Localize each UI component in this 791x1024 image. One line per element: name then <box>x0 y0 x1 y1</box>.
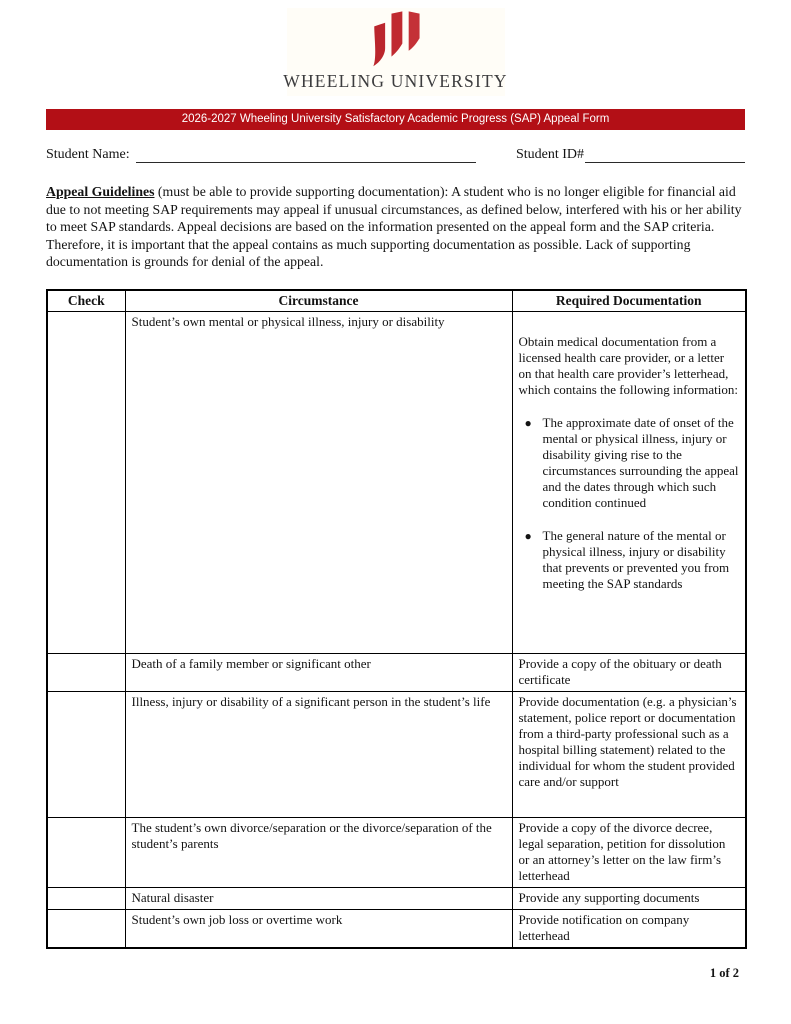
table-row <box>47 691 746 817</box>
documentation-intro: Obtain medical documentation from a licensed health care provider, or a letter on that health care provider’s letterhead, which contains the following information: <box>518 333 739 397</box>
documentation-bullet: ● The approximate date of onset of the mental or physical illness, injury or disability giving rise to the circumstances surrounding the appeal and the dates through which such condition continued <box>519 415 740 511</box>
header-check: Check <box>47 290 125 312</box>
check-cell-death[interactable] <box>47 653 125 691</box>
table-row <box>47 653 746 691</box>
check-cell-job-loss[interactable] <box>47 909 125 948</box>
table-row <box>47 311 746 653</box>
check-cell-divorce[interactable] <box>47 817 125 887</box>
circumstance-cell: Death of a family member or significant other <box>125 653 512 691</box>
documentation-bullet: ● The general nature of the mental or physical illness, injury or disability that prevents or prevented you from meeting the SAP standards <box>519 528 740 592</box>
circumstance-cell: Student’s own mental or physical illness, injury or disability <box>125 311 512 653</box>
page-number: 1 of 2 <box>709 965 739 980</box>
documentation-cell: Provide documentation (e.g. a physician’s statement, police report or documentation from a third-party professional such as a hospital billing statement) related to the individual for whom the student provided care and/or support <box>512 691 746 817</box>
student-id-field <box>516 147 745 163</box>
student-name-input[interactable] <box>136 148 476 163</box>
student-name-label: Student Name: <box>46 147 130 162</box>
university-name: WHEELING UNIVERSITY <box>283 71 508 91</box>
table-row <box>47 887 746 909</box>
documentation-cell: Provide a copy of the obituary or death certificate <box>512 653 746 691</box>
documentation-cell <box>512 311 746 653</box>
circumstance-cell: Student’s own job loss or overtime work <box>125 909 512 948</box>
university-logo <box>283 8 508 96</box>
circumstance-cell: Natural disaster <box>125 887 512 909</box>
circumstances-table <box>46 289 747 949</box>
appeal-guidelines-body: (must be able to provide supporting documentation): A student who is no longer eligible for financial aid due to not meeting SAP requirements may appeal if unusual circumstances, as defined below, interfered with his or her ability to meet SAP standards. Appeal decisions are based on the information presented on the appeal form and the SAP criteria. Therefore, it is important that the appeal contains as much supporting documentation as possible. Lack of supporting documentation is grounds for denial of the appeal. <box>46 184 742 270</box>
student-name-field <box>46 147 476 163</box>
header-required-documentation: Required Documentation <box>512 290 746 312</box>
student-id-label: Student ID# <box>515 147 584 162</box>
table-header-row <box>47 290 746 312</box>
check-cell-natural-disaster[interactable] <box>47 887 125 909</box>
appeal-guidelines-heading: Appeal Guidelines <box>46 184 155 199</box>
circumstance-cell: The student’s own divorce/separation or the divorce/separation of the student’s parents <box>125 817 512 887</box>
wheeling-logo-mark <box>367 10 425 68</box>
table-row <box>47 909 746 948</box>
documentation-cell: Provide any supporting documents <box>512 887 746 909</box>
student-info-row <box>46 147 745 163</box>
bullet-icon: ● <box>524 528 532 543</box>
check-cell-illness-other[interactable] <box>47 691 125 817</box>
bullet-icon: ● <box>524 415 532 430</box>
form-title: 2026-2027 Wheeling University Satisfactory Academic Progress (SAP) Appeal Form <box>181 113 610 125</box>
student-id-input[interactable] <box>585 148 745 163</box>
documentation-cell: Provide notification on company letterhead <box>512 909 746 948</box>
appeal-guidelines-paragraph <box>46 183 745 271</box>
header-circumstance: Circumstance <box>125 290 512 312</box>
form-title-banner <box>46 109 745 130</box>
check-cell-illness-self[interactable] <box>47 311 125 653</box>
table-row <box>47 817 746 887</box>
documentation-cell: Provide a copy of the divorce decree, legal separation, petition for dissolution or an attorney’s letter on the law firm’s letterhead <box>512 817 746 887</box>
circumstance-cell: Illness, injury or disability of a significant person in the student’s life <box>125 691 512 817</box>
